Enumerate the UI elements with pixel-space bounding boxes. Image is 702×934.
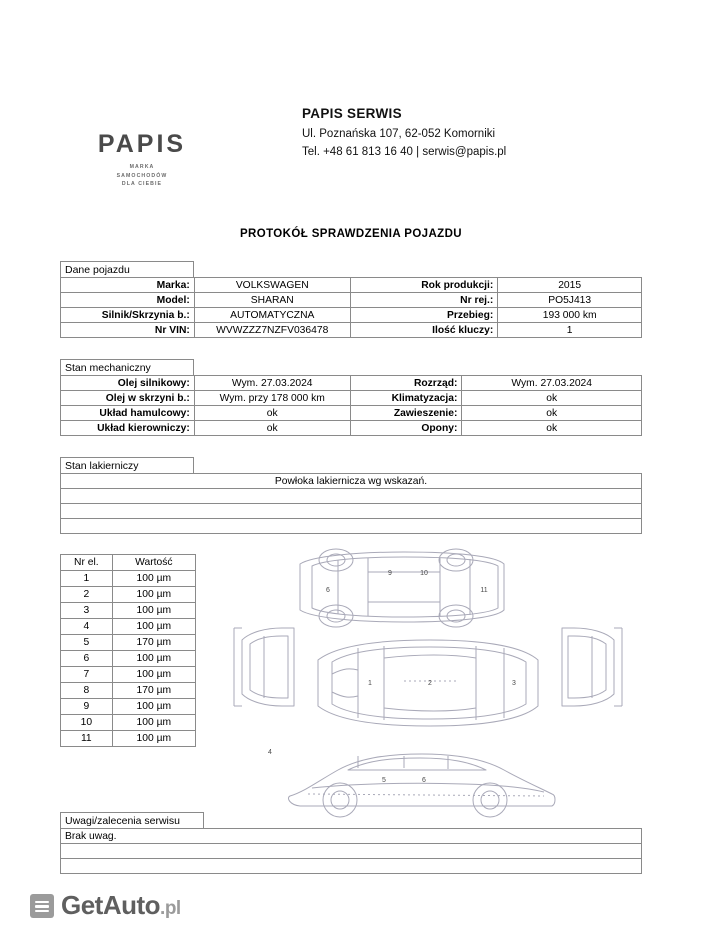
diagram-point-6b: 6 <box>326 587 330 594</box>
cell-label: Rok produkcji: <box>350 278 498 293</box>
cell-thickness: 100 µm <box>112 587 195 603</box>
table-row <box>61 829 642 844</box>
cell-element-no: 7 <box>61 667 113 683</box>
cell-label: Olej w skrzyni b.: <box>61 391 195 406</box>
logo-tagline-line-3: DLA CIEBIE <box>121 181 163 188</box>
cell-thickness: 100 µm <box>112 619 195 635</box>
cell-value: 2015 <box>498 278 642 293</box>
table-row <box>61 715 196 731</box>
table-vehicle-data <box>60 277 642 338</box>
diagram-point-9: 9 <box>388 570 392 577</box>
diagram-point-2: 2 <box>428 680 432 687</box>
cell-label: Olej silnikowy: <box>61 376 195 391</box>
cell-element-no: 5 <box>61 635 113 651</box>
document-header <box>0 96 702 186</box>
cell-label: Marka: <box>61 278 195 293</box>
cell-element-no: 11 <box>61 731 113 747</box>
getauto-logo <box>30 890 181 921</box>
cell-value: Wym. przy 178 000 km <box>194 391 350 406</box>
cell-note <box>61 859 642 874</box>
cell-thickness: 100 µm <box>112 603 195 619</box>
table-row <box>61 489 642 504</box>
cell-value: SHARAN <box>194 293 350 308</box>
section-label-vehicle-data: Dane pojazdu <box>60 261 194 277</box>
table-row <box>61 504 642 519</box>
cell-value: PO5J413 <box>498 293 642 308</box>
table-row <box>61 376 642 391</box>
cell-value: Wym. 27.03.2024 <box>194 376 350 391</box>
table-row <box>61 308 642 323</box>
table-row <box>61 323 642 338</box>
company-name: PAPIS SERWIS <box>302 106 402 121</box>
cell-value: AUTOMATYCZNA <box>194 308 350 323</box>
cell-value <box>61 489 642 504</box>
page-title: PROTOKÓŁ SPRAWDZENIA POJAZDU <box>239 228 463 240</box>
logo-wordmark: PAPIS <box>97 130 187 158</box>
cell-thickness: 100 µm <box>112 699 195 715</box>
cell-thickness: 100 µm <box>112 667 195 683</box>
cell-label: Opony: <box>350 421 462 436</box>
table-header-row <box>61 555 196 571</box>
table-row <box>61 651 196 667</box>
table-row <box>61 683 196 699</box>
menu-icon <box>30 894 54 918</box>
table-row <box>61 667 196 683</box>
cell-thickness: 100 µm <box>112 571 195 587</box>
diagram-point-5: 5 <box>382 777 386 784</box>
cell-element-no: 6 <box>61 651 113 667</box>
logo-tagline-line-2: SAMOCHODÓW <box>116 172 168 179</box>
getauto-brand: GetAuto <box>61 890 161 920</box>
diagram-point-3: 3 <box>512 680 516 687</box>
diagram-side-profile-view <box>288 754 555 817</box>
table-mechanical <box>60 375 642 436</box>
company-address: Ul. Poznańska 107, 62-052 Komorniki <box>302 128 496 140</box>
cell-label: Nr VIN: <box>61 323 195 338</box>
table-row <box>61 587 196 603</box>
cell-element-no: 9 <box>61 699 113 715</box>
getauto-wordmark <box>61 890 181 921</box>
section-label-paint: Stan lakierniczy <box>60 457 194 473</box>
cell-thickness: 100 µm <box>112 731 195 747</box>
cell-value: 193 000 km <box>498 308 642 323</box>
cell-label: Przebieg: <box>350 308 498 323</box>
cell-element-no: 4 <box>61 619 113 635</box>
cell-value: ok <box>194 406 350 421</box>
cell-label: Zawieszenie: <box>350 406 462 421</box>
diagram-point-4: 4 <box>268 749 272 756</box>
cell-label: Nr rej.: <box>350 293 498 308</box>
diagram-point-6: 6 <box>422 777 426 784</box>
cell-label: Silnik/Skrzynia b.: <box>61 308 195 323</box>
diagram-left-side-view <box>234 628 294 706</box>
diagram-point-11: 11 <box>480 587 488 594</box>
cell-value: ok <box>462 421 642 436</box>
table-row <box>61 421 642 436</box>
cell-label: Rozrząd: <box>350 376 462 391</box>
cell-value: ok <box>462 391 642 406</box>
logo-tagline <box>62 163 222 189</box>
table-row <box>61 293 642 308</box>
table-row <box>61 391 642 406</box>
column-header-element-no: Nr el. <box>61 555 113 571</box>
section-label-notes: Uwagi/zalecenia serwisu <box>60 812 204 828</box>
table-row <box>61 619 196 635</box>
diagram-right-side-view <box>562 628 622 706</box>
cell-label: Klimatyzacja: <box>350 391 462 406</box>
table-row <box>61 571 196 587</box>
table-row <box>61 603 196 619</box>
table-row <box>61 278 642 293</box>
cell-value: 1 <box>498 323 642 338</box>
cell-note <box>61 844 642 859</box>
table-paint <box>60 473 642 534</box>
cell-thickness: 170 µm <box>112 635 195 651</box>
cell-label: Układ kierowniczy: <box>61 421 195 436</box>
column-header-value: Wartość <box>112 555 195 571</box>
table-row <box>61 406 642 421</box>
papis-logo <box>62 130 222 189</box>
table-row <box>61 844 642 859</box>
cell-label: Układ hamulcowy: <box>61 406 195 421</box>
table-row <box>61 519 642 534</box>
table-row <box>61 731 196 747</box>
section-label-mechanical: Stan mechaniczny <box>60 359 194 375</box>
cell-value <box>61 504 642 519</box>
table-row <box>61 859 642 874</box>
cell-element-no: 8 <box>61 683 113 699</box>
diagram-point-1: 1 <box>368 680 372 687</box>
company-contact: Tel. +48 61 813 16 40 | serwis@papis.pl <box>302 146 507 158</box>
cell-value: Powłoka lakiernicza wg wskazań. <box>61 474 642 489</box>
cell-value <box>61 519 642 534</box>
logo-tagline-line-1: MARKA <box>129 164 155 170</box>
getauto-tld: .pl <box>160 898 181 919</box>
diagram-top-view <box>300 549 504 627</box>
table-row <box>61 635 196 651</box>
cell-value: Wym. 27.03.2024 <box>462 376 642 391</box>
cell-thickness: 170 µm <box>112 683 195 699</box>
cell-element-no: 10 <box>61 715 113 731</box>
cell-element-no: 2 <box>61 587 113 603</box>
cell-label: Ilość kluczy: <box>350 323 498 338</box>
table-row <box>61 699 196 715</box>
footer-watermark <box>0 882 702 934</box>
table-notes <box>60 828 642 874</box>
table-measurements <box>60 554 196 747</box>
cell-value: WVWZZZ7NZFV036478 <box>194 323 350 338</box>
cell-element-no: 1 <box>61 571 113 587</box>
car-measurement-diagram <box>208 548 648 828</box>
cell-thickness: 100 µm <box>112 715 195 731</box>
cell-element-no: 3 <box>61 603 113 619</box>
cell-note: Brak uwag. <box>61 829 642 844</box>
cell-value: VOLKSWAGEN <box>194 278 350 293</box>
cell-value: ok <box>194 421 350 436</box>
cell-thickness: 100 µm <box>112 651 195 667</box>
company-info <box>302 106 702 164</box>
cell-value: ok <box>462 406 642 421</box>
table-row <box>61 474 642 489</box>
diagram-point-10: 10 <box>420 570 428 577</box>
cell-label: Model: <box>61 293 195 308</box>
